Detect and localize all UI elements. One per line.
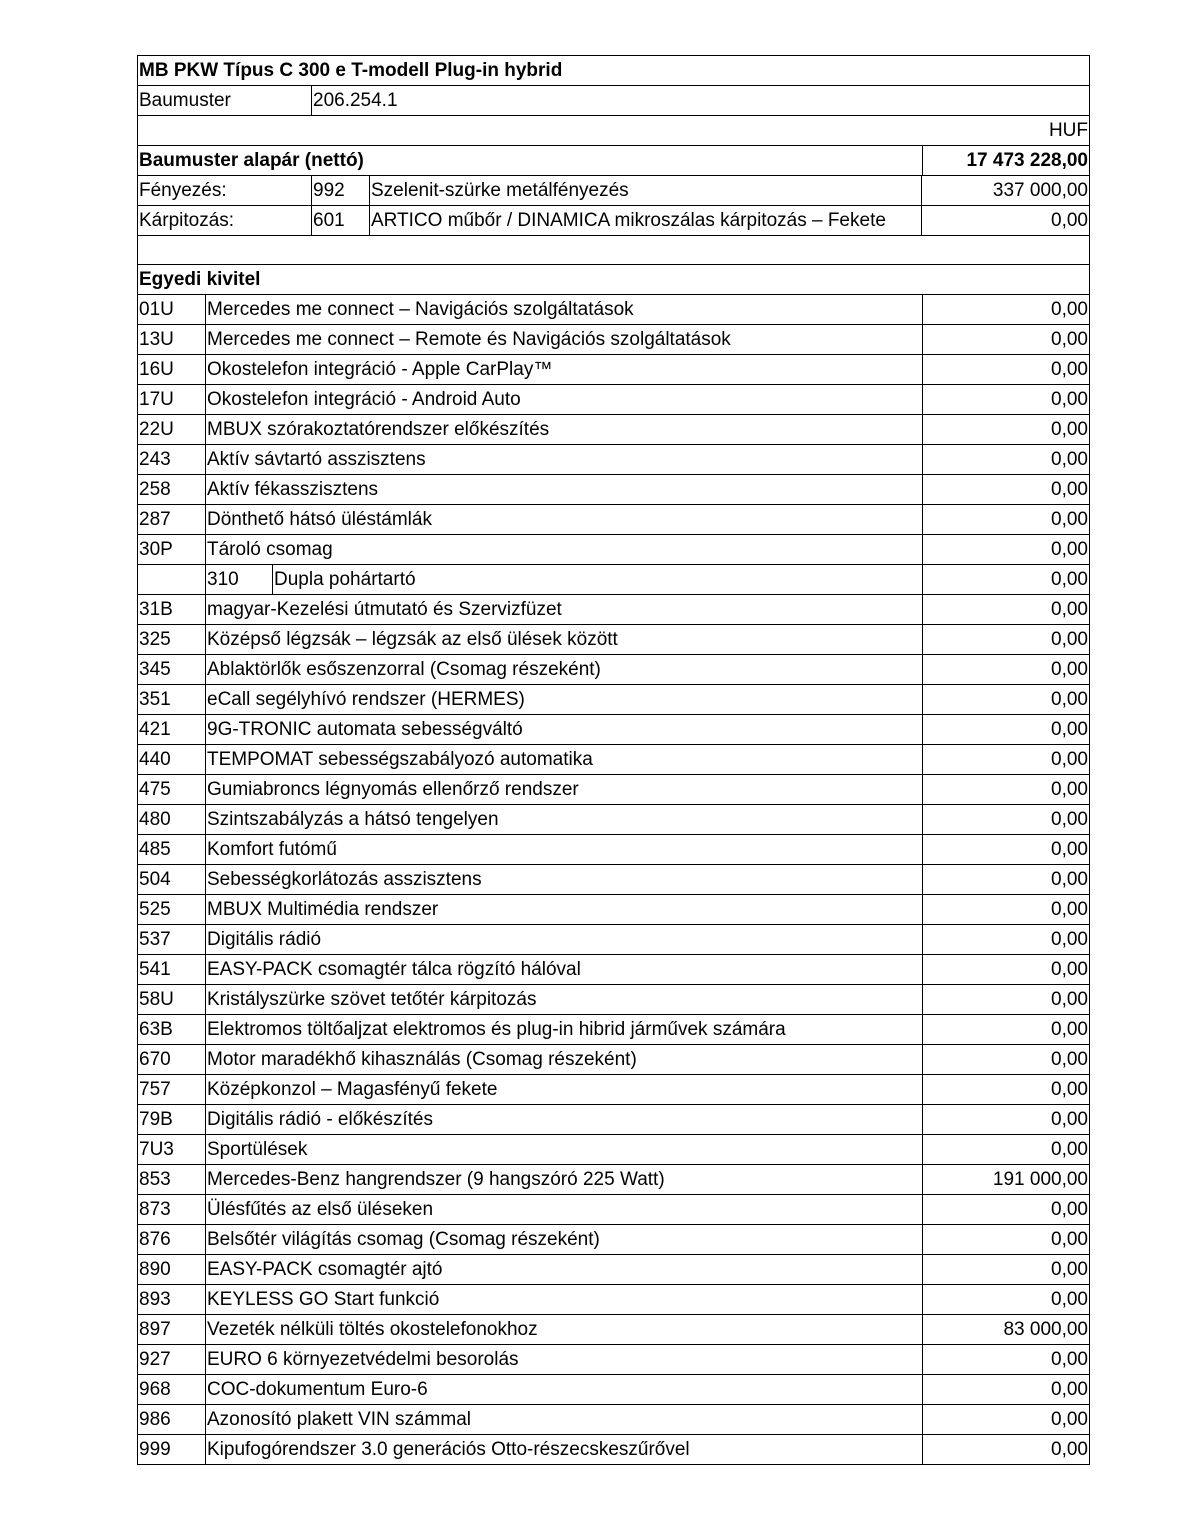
option-sub-code: 310 [206, 565, 273, 594]
option-desc: Középkonzol – Magasfényű fekete [206, 1075, 923, 1104]
option-price: 0,00 [1051, 389, 1088, 410]
upholstery-price: 0,00 [1051, 210, 1088, 231]
option-price: 191 000,00 [992, 1169, 1088, 1190]
option-code: 541 [138, 955, 206, 984]
option-code: 504 [138, 865, 206, 894]
upholstery-row [138, 206, 1089, 236]
table-row [138, 1285, 1089, 1315]
option-code: 17U [138, 385, 206, 414]
option-code: 876 [138, 1225, 206, 1254]
spacer-row [138, 236, 1089, 265]
option-desc: magyar-Kezelési útmutató és Szervizfüzet [206, 595, 923, 624]
table-row [138, 835, 1089, 865]
table-row [138, 385, 1089, 415]
option-price: 0,00 [1051, 899, 1088, 920]
option-price: 0,00 [1051, 1139, 1088, 1160]
title-row [138, 56, 1089, 86]
option-desc: Okostelefon integráció - Apple CarPlay™ [206, 355, 923, 384]
table-row [138, 1045, 1089, 1075]
option-code: 873 [138, 1195, 206, 1224]
option-desc: Ablaktörlők esőszenzorral (Csomag részeként) [206, 655, 923, 684]
option-code: 243 [138, 445, 206, 474]
option-desc: eCall segélyhívó rendszer (HERMES) [206, 685, 923, 714]
option-price: 0,00 [1051, 629, 1088, 650]
table-row [138, 805, 1089, 835]
table-row [138, 415, 1089, 445]
option-price: 0,00 [1051, 1109, 1088, 1130]
table-row [138, 355, 1089, 385]
option-price: 0,00 [1051, 719, 1088, 740]
option-desc: EURO 6 környezetvédelmi besorolás [206, 1345, 923, 1374]
option-price: 0,00 [1051, 1289, 1088, 1310]
option-desc: Ülésfűtés az első üléseken [206, 1195, 923, 1224]
baumuster-row [138, 86, 1089, 116]
option-price: 0,00 [1051, 959, 1088, 980]
option-price: 0,00 [1051, 809, 1088, 830]
option-code: 345 [138, 655, 206, 684]
table-row [138, 1315, 1089, 1345]
table-row [138, 745, 1089, 775]
option-code: 853 [138, 1165, 206, 1194]
option-price: 0,00 [1051, 989, 1088, 1010]
option-price: 0,00 [1051, 1079, 1088, 1100]
option-price: 0,00 [1051, 929, 1088, 950]
option-code: 351 [138, 685, 206, 714]
table-row [138, 1345, 1089, 1375]
option-price: 0,00 [1051, 779, 1088, 800]
option-desc: Aktív fékasszisztens [206, 475, 923, 504]
option-code: 670 [138, 1045, 206, 1074]
option-code: 287 [138, 505, 206, 534]
table-row [138, 535, 1089, 565]
upholstery-code: 601 [312, 206, 370, 235]
option-code: 258 [138, 475, 206, 504]
options-heading: Egyedi kivitel [139, 269, 261, 290]
currency-label: HUF [1048, 120, 1088, 141]
option-price: 0,00 [1051, 749, 1088, 770]
table-row [138, 895, 1089, 925]
upholstery-label: Kárpitozás: [138, 206, 312, 235]
paint-desc: Szelenit-szürke metálfényezés [370, 176, 922, 205]
table-row [138, 475, 1089, 505]
option-desc: COC-dokumentum Euro-6 [206, 1375, 923, 1404]
table-row [138, 775, 1089, 805]
upholstery-desc: ARTICO műbőr / DINAMICA mikroszálas kárpitozás – Fekete [370, 206, 922, 235]
table-row [138, 1435, 1089, 1465]
base-price-label: Baumuster alapár (nettó) [138, 146, 923, 175]
option-desc: Dupla pohártartó [273, 565, 923, 594]
option-code: 480 [138, 805, 206, 834]
option-code: 890 [138, 1255, 206, 1284]
option-code: 31B [138, 595, 206, 624]
option-desc: Kristályszürke szövet tetőtér kárpitozás [206, 985, 923, 1014]
paint-row [138, 176, 1089, 206]
option-desc: EASY-PACK csomagtér tálca rögzító hálóval [206, 955, 923, 984]
option-price: 0,00 [1051, 1049, 1088, 1070]
option-desc: Aktív sávtartó asszisztens [206, 445, 923, 474]
option-price: 0,00 [1051, 689, 1088, 710]
base-price-row [138, 146, 1089, 176]
option-price: 0,00 [1051, 329, 1088, 350]
option-desc: MBUX Multimédia rendszer [206, 895, 923, 924]
price-sheet-table [137, 55, 1090, 1465]
document-title: MB PKW Típus C 300 e T-modell Plug-in hybrid [139, 60, 563, 81]
table-row [138, 1075, 1089, 1105]
option-desc: EASY-PACK csomagtér ajtó [206, 1255, 923, 1284]
option-price: 0,00 [1051, 659, 1088, 680]
option-price: 0,00 [1051, 1349, 1088, 1370]
option-price: 0,00 [1051, 569, 1088, 590]
paint-price: 337 000,00 [992, 180, 1088, 201]
spacer-cell [138, 236, 1089, 264]
option-code: 968 [138, 1375, 206, 1404]
option-desc: 9G-TRONIC automata sebességváltó [206, 715, 923, 744]
table-row [138, 445, 1089, 475]
option-price: 0,00 [1051, 1229, 1088, 1250]
option-desc: Gumiabroncs légnyomás ellenőrző rendszer [206, 775, 923, 804]
baumuster-value: 206.254.1 [313, 90, 398, 111]
option-code: 897 [138, 1315, 206, 1344]
table-row [138, 625, 1089, 655]
option-desc: Szintszabályzás a hátsó tengelyen [206, 805, 923, 834]
option-code: 893 [138, 1285, 206, 1314]
option-price: 0,00 [1051, 1259, 1088, 1280]
option-price: 0,00 [1051, 449, 1088, 470]
table-row [138, 685, 1089, 715]
table-row [138, 1165, 1089, 1195]
option-desc: Dönthető hátsó üléstámlák [206, 505, 923, 534]
option-price: 83 000,00 [1003, 1319, 1088, 1340]
table-row [138, 1255, 1089, 1285]
option-code: 757 [138, 1075, 206, 1104]
table-row [138, 325, 1089, 355]
option-code: 01U [138, 295, 206, 324]
option-code: 63B [138, 1015, 206, 1044]
option-code: 79B [138, 1105, 206, 1134]
option-code: 999 [138, 1435, 206, 1464]
option-code: 421 [138, 715, 206, 744]
option-desc: Belsőtér világítás csomag (Csomag részeként) [206, 1225, 923, 1254]
option-price: 0,00 [1051, 299, 1088, 320]
option-desc: Sportülések [206, 1135, 923, 1164]
option-price: 0,00 [1051, 599, 1088, 620]
table-row [138, 1405, 1089, 1435]
option-code: 485 [138, 835, 206, 864]
option-desc: Középső légzsák – légzsák az első ülések között [206, 625, 923, 654]
table-row [138, 985, 1089, 1015]
paint-label: Fényezés: [138, 176, 312, 205]
option-code: 325 [138, 625, 206, 654]
option-code: 13U [138, 325, 206, 354]
option-desc: MBUX szórakoztatórendszer előkészítés [206, 415, 923, 444]
option-price: 0,00 [1051, 1379, 1088, 1400]
option-desc: Tároló csomag [206, 535, 923, 564]
table-row [138, 1375, 1089, 1405]
option-price: 0,00 [1051, 1199, 1088, 1220]
option-code: 537 [138, 925, 206, 954]
baumuster-label: Baumuster [138, 86, 312, 115]
table-row [138, 1195, 1089, 1225]
option-code: 30P [138, 535, 206, 564]
table-row [138, 865, 1089, 895]
currency-row [138, 116, 1089, 146]
option-code: 525 [138, 895, 206, 924]
table-row [138, 925, 1089, 955]
option-desc: Sebességkorlátozás asszisztens [206, 865, 923, 894]
option-code: 475 [138, 775, 206, 804]
option-price: 0,00 [1051, 869, 1088, 890]
option-desc: Digitális rádió - előkészítés [206, 1105, 923, 1134]
table-row [138, 655, 1089, 685]
option-code: 927 [138, 1345, 206, 1374]
option-desc: Digitális rádió [206, 925, 923, 954]
option-desc: Komfort futómű [206, 835, 923, 864]
option-code [138, 565, 206, 594]
option-desc: Vezeték nélküli töltés okostelefonokhoz [206, 1315, 923, 1344]
option-desc: KEYLESS GO Start funkció [206, 1285, 923, 1314]
option-desc: Kipufogórendszer 3.0 generációs Otto-részecskeszűrővel [206, 1435, 923, 1464]
option-code: 22U [138, 415, 206, 444]
option-price: 0,00 [1051, 479, 1088, 500]
table-row [138, 595, 1089, 625]
option-price: 0,00 [1051, 419, 1088, 440]
option-code: 986 [138, 1405, 206, 1434]
option-desc: Mercedes me connect – Remote és Navigációs szolgáltatások [206, 325, 923, 354]
option-price: 0,00 [1051, 1019, 1088, 1040]
table-row [138, 1225, 1089, 1255]
paint-code: 992 [312, 176, 370, 205]
option-desc: Azonosító plakett VIN számmal [206, 1405, 923, 1434]
table-row [138, 1105, 1089, 1135]
option-price: 0,00 [1051, 359, 1088, 380]
option-code: 7U3 [138, 1135, 206, 1164]
option-desc: Mercedes me connect – Navigációs szolgáltatások [206, 295, 923, 324]
table-row [138, 295, 1089, 325]
option-price: 0,00 [1051, 509, 1088, 530]
option-code: 440 [138, 745, 206, 774]
option-price: 0,00 [1051, 1439, 1088, 1460]
options-heading-row [138, 265, 1089, 295]
table-row [138, 715, 1089, 745]
option-code: 16U [138, 355, 206, 384]
option-price: 0,00 [1051, 839, 1088, 860]
option-price: 0,00 [1051, 1409, 1088, 1430]
options-list [138, 295, 1089, 1465]
option-price: 0,00 [1051, 539, 1088, 560]
option-desc: Motor maradékhő kihasználás (Csomag részeként) [206, 1045, 923, 1074]
option-code: 58U [138, 985, 206, 1014]
option-desc: Elektromos töltőaljzat elektromos és plug-in hibrid járművek számára [206, 1015, 923, 1044]
table-row [138, 565, 1089, 595]
option-desc: Okostelefon integráció - Android Auto [206, 385, 923, 414]
option-desc: Mercedes-Benz hangrendszer (9 hangszóró 225 Watt) [206, 1165, 923, 1194]
table-row [138, 1015, 1089, 1045]
table-row [138, 505, 1089, 535]
table-row [138, 955, 1089, 985]
table-row [138, 1135, 1089, 1165]
option-desc: TEMPOMAT sebességszabályozó automatika [206, 745, 923, 774]
base-price-value: 17 473 228,00 [966, 150, 1088, 171]
